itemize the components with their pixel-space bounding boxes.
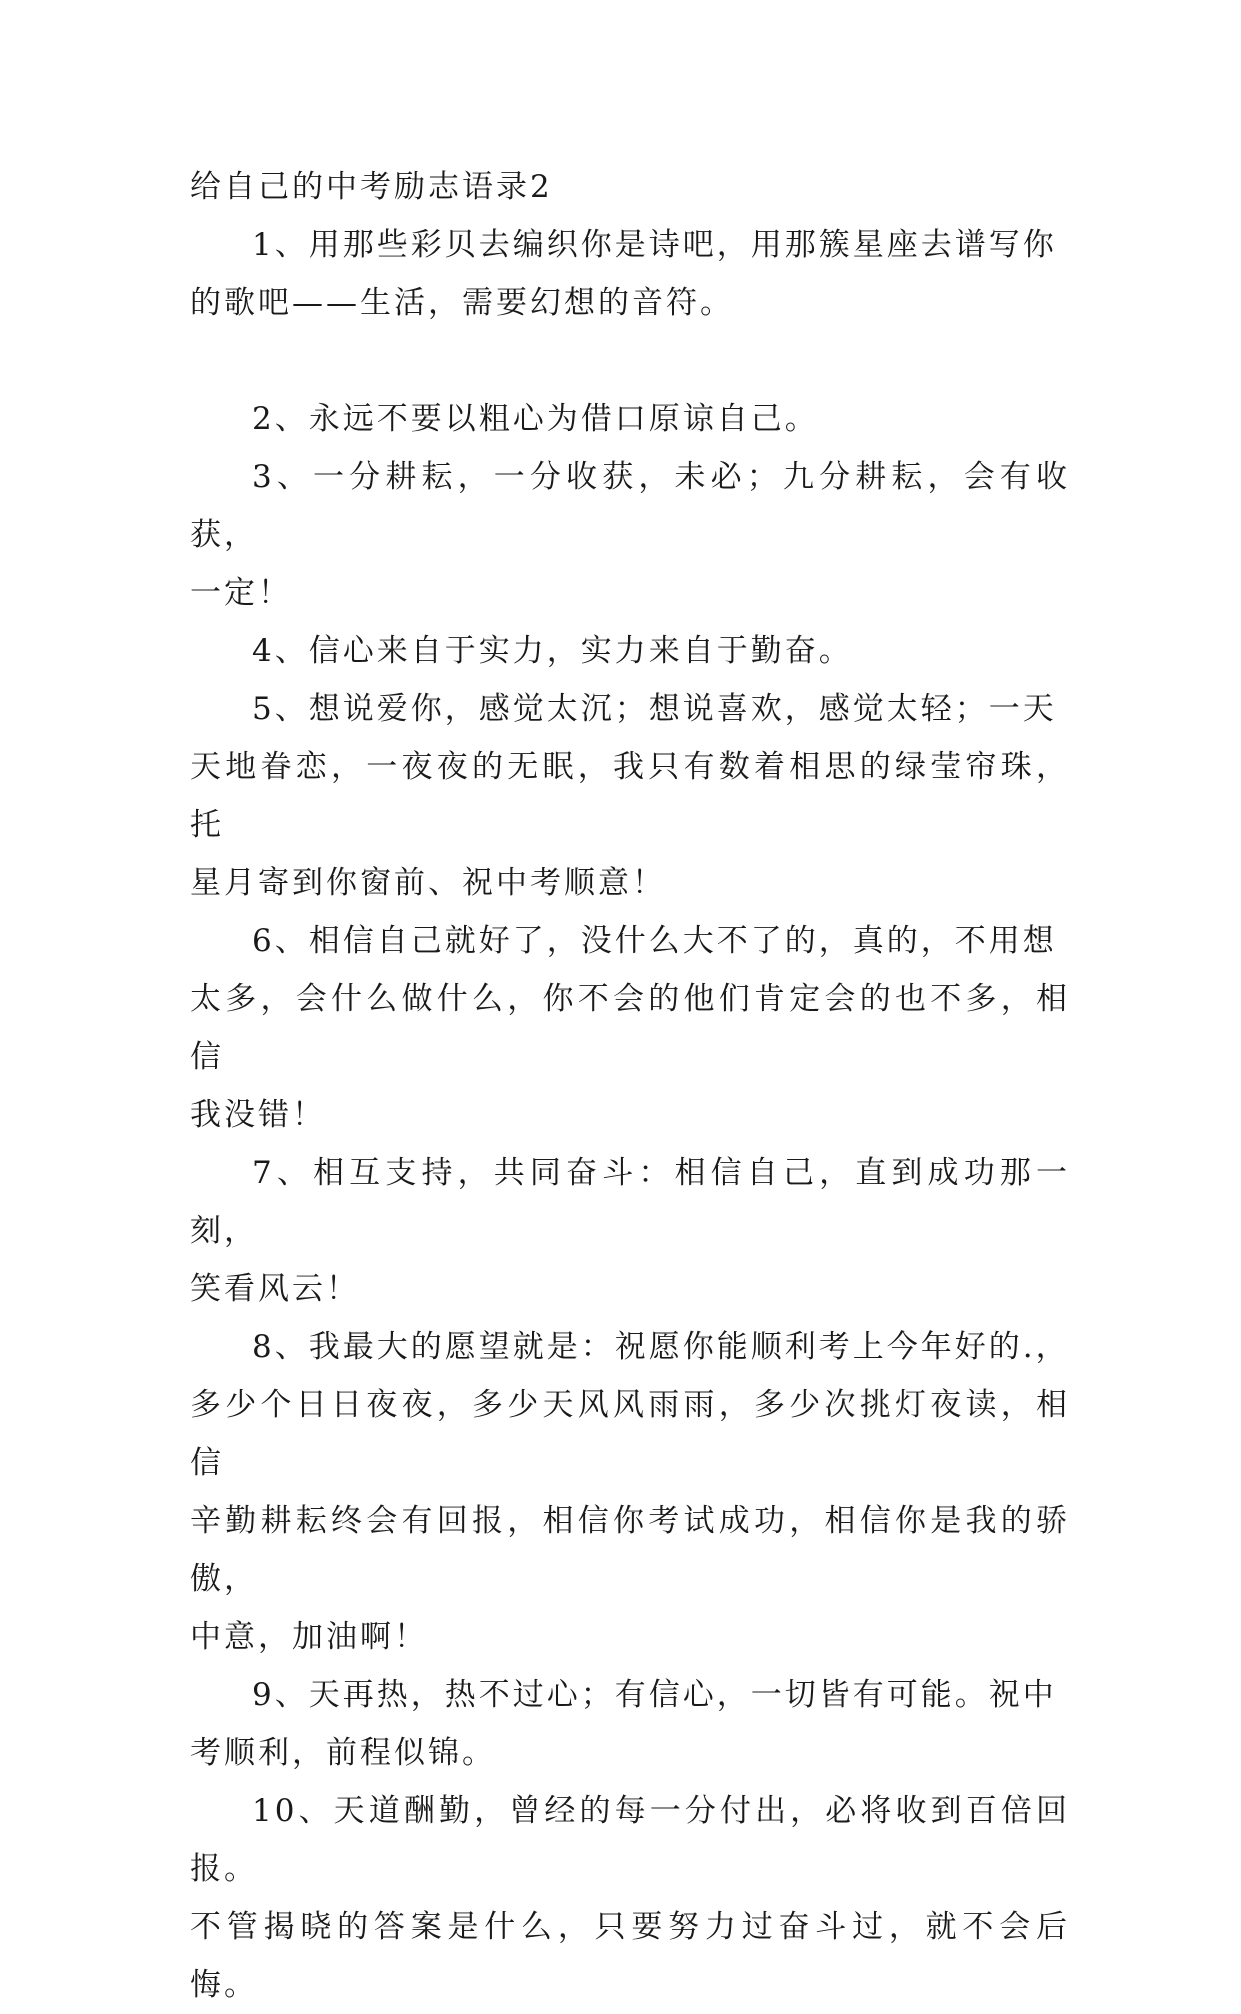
quote-line: 的歌吧——生活，需要幻想的音符。 [190, 285, 734, 321]
quote-paragraph-8 [190, 1318, 1070, 1666]
quote-line: 10、天道酬勤，曾经的每一分付出，必将收到百倍回报。 [190, 1793, 1070, 1887]
quote-line: 2、永远不要以粗心为借口原谅自己。 [252, 401, 819, 437]
quote-paragraph-7 [190, 1144, 1070, 1318]
quote-paragraph-6 [190, 912, 1070, 1144]
quote-paragraph-3 [190, 448, 1070, 622]
quote-line: 太多，会什么做什么，你不会的他们肯定会的也不多，相信 [190, 981, 1070, 1075]
quote-line: 3、一分耕耘，一分收获，未必；九分耕耘，会有收获， [190, 459, 1070, 553]
quote-paragraph-4 [190, 622, 1070, 680]
quote-line: 中意，加油啊！ [190, 1619, 428, 1655]
quote-line: 辛勤耕耘终会有回报，相信你考试成功，相信你是我的骄傲， [190, 1503, 1070, 1597]
quote-line: 5、想说爱你，感觉太沉；想说喜欢，感觉太轻；一天 [252, 691, 1057, 727]
quote-line: 考顺利，前程似锦。 [190, 1735, 496, 1771]
quote-line: 4、信心来自于实力，实力来自于勤奋。 [252, 633, 853, 669]
quote-line: 1、用那些彩贝去编织你是诗吧，用那簇星座去谱写你 [252, 227, 1057, 263]
quote-line: 多少个日日夜夜，多少天风风雨雨，多少次挑灯夜读，相信 [190, 1387, 1070, 1481]
quote-paragraph-9 [190, 1666, 1070, 1782]
quote-line: 笑看风云！ [190, 1271, 360, 1307]
quote-line: 6、相信自己就好了，没什么大不了的，真的，不用想 [252, 923, 1057, 959]
quote-line: 不管揭晓的答案是什么，只要努力过奋斗过，就不会后悔。 [190, 1909, 1070, 2003]
document-title: 给自己的中考励志语录2 [190, 169, 553, 205]
quote-paragraph-1 [190, 216, 1070, 332]
document-body [190, 158, 1070, 2014]
quote-paragraph-5 [190, 680, 1070, 912]
quote-line: 7、相互支持，共同奋斗：相信自己，直到成功那一刻， [190, 1155, 1070, 1249]
quote-paragraph-10 [190, 1782, 1070, 2014]
quote-line: 9、天再热，热不过心；有信心，一切皆有可能。祝中 [252, 1677, 1057, 1713]
quote-paragraph-2 [190, 390, 1070, 448]
quote-line: 星月寄到你窗前、祝中考顺意！ [190, 865, 666, 901]
quote-line: 天地眷恋，一夜夜的无眠，我只有数着相思的绿莹帘珠，托 [190, 749, 1070, 843]
quote-line: 8、我最大的愿望就是：祝愿你能顺利考上今年好的.， [252, 1329, 1070, 1365]
quote-line: 一定！ [190, 575, 292, 611]
quote-line: 我没错！ [190, 1097, 326, 1133]
